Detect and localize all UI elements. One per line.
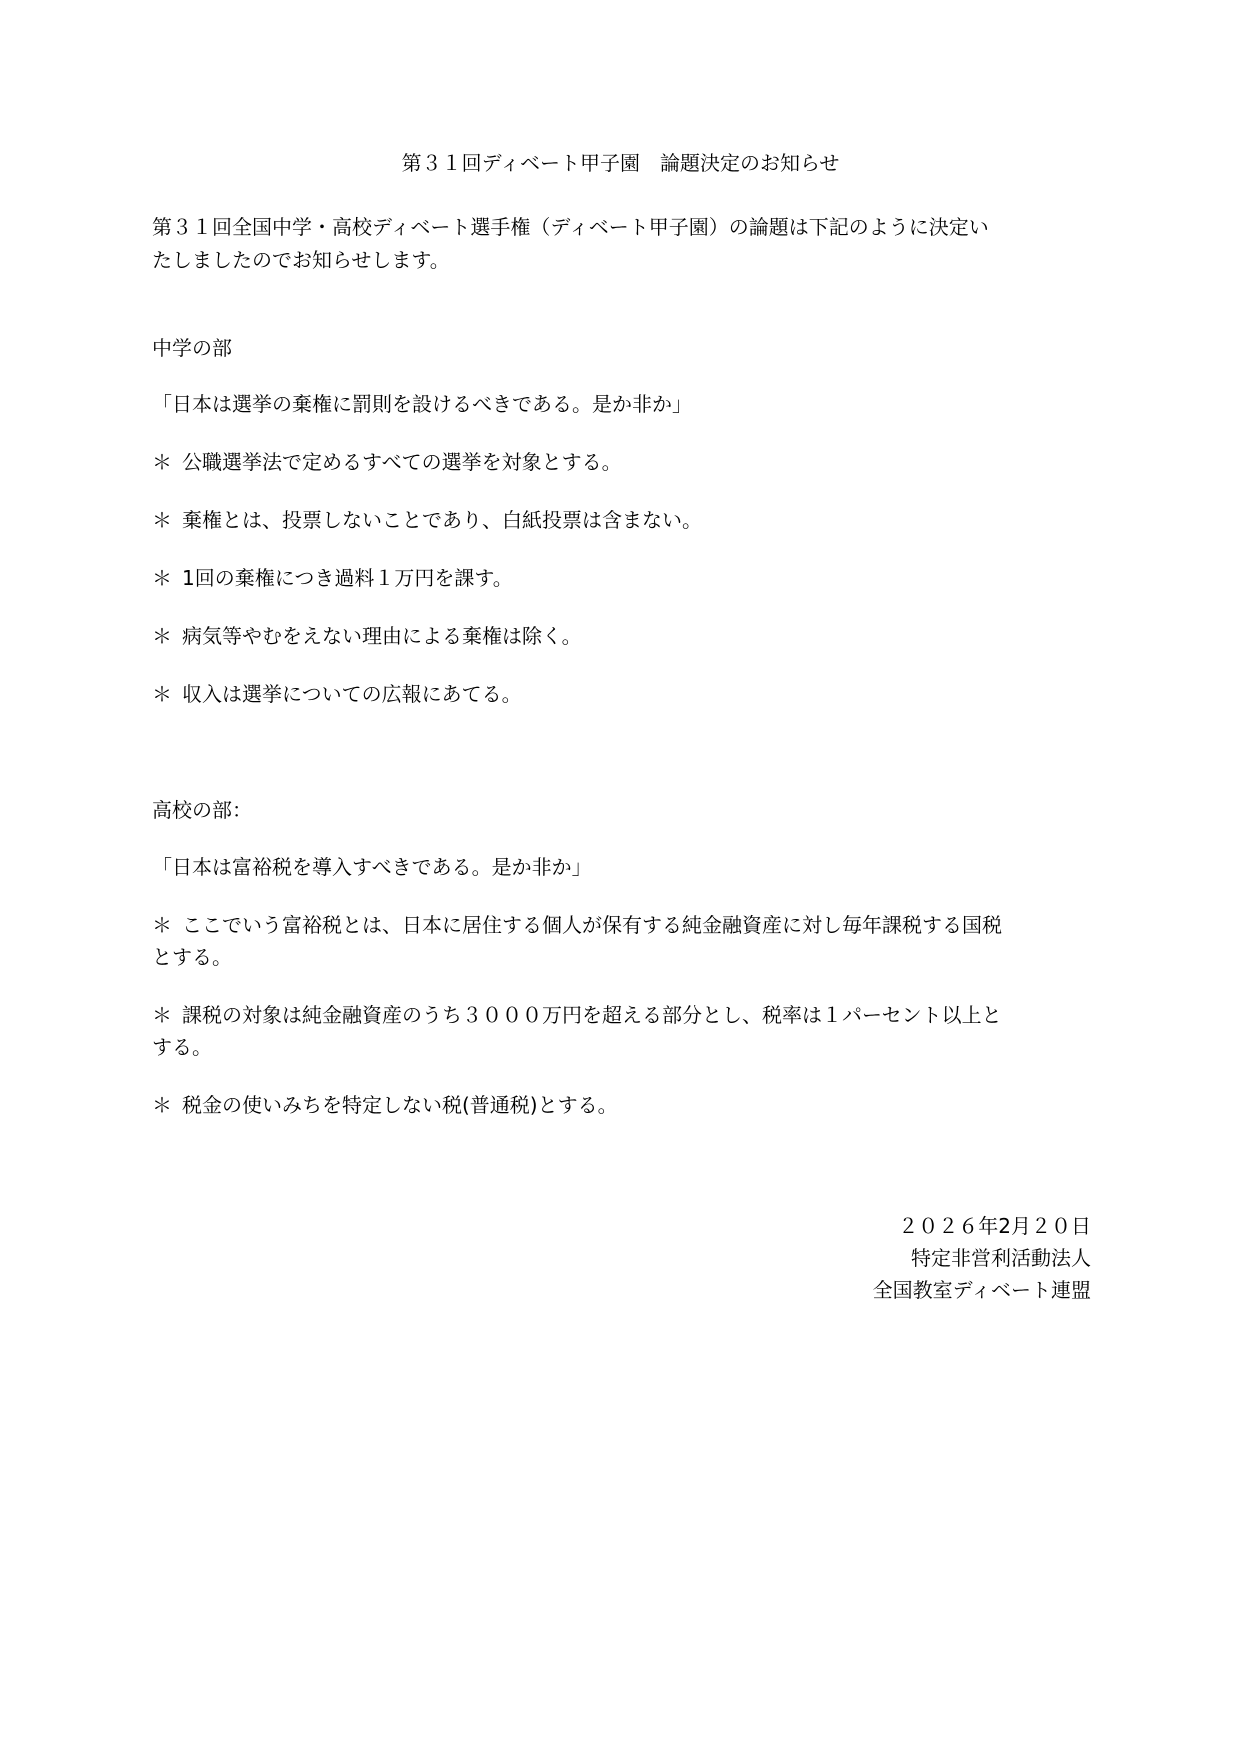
senior-note-continuation: とする。: [152, 945, 232, 969]
senior-note-continuation: する。: [152, 1035, 212, 1059]
senior-heading: 高校の部：: [152, 798, 252, 822]
bullet-mark: ＊: [152, 1003, 172, 1027]
senior-note-line: [152, 910, 1092, 940]
senior-note-text: 課税の対象は純金融資産のうち３０００万円を超える部分とし、税率は１パーセント以上と: [182, 1003, 1002, 1027]
bullet-mark: ＊: [152, 913, 172, 937]
junior-note: [152, 679, 1092, 709]
junior-note-text: 1回の棄権につき過料１万円を課す。: [182, 566, 513, 590]
intro-line-2: たしましたのでお知らせします。: [152, 248, 450, 272]
organization-name: 全国教室ディベート連盟: [872, 1278, 1091, 1302]
junior-note: [152, 621, 1092, 651]
junior-note-text: 収入は選挙についての広報にあてる。: [182, 682, 522, 706]
intro-line-1: 第３１回全国中学・高校ディベート選手権（ディベート甲子園）の論題は下記のように決定い: [152, 215, 989, 239]
bullet-mark: ＊: [152, 450, 172, 474]
senior-note-text: ここでいう富裕税とは、日本に居住する個人が保有する純金融資産に対し毎年課税する国税: [182, 913, 1002, 937]
junior-note-text: 病気等やむをえない理由による棄権は除く。: [182, 624, 582, 648]
junior-heading: 中学の部: [152, 336, 232, 360]
senior-note-line: [152, 1000, 1092, 1030]
junior-note: [152, 447, 1092, 477]
issue-date: ２０２６年2月２０日: [898, 1214, 1091, 1238]
senior-note-text: 税金の使いみちを特定しない税(普通税)とする。: [182, 1093, 618, 1117]
organization-type: 特定非営利活動法人: [911, 1246, 1091, 1270]
junior-note: [152, 563, 1092, 593]
junior-note-text: 棄権とは、投票しないことであり、白紙投票は含まない。: [182, 508, 702, 532]
junior-note: [152, 505, 1092, 535]
junior-resolution: 「日本は選挙の棄権に罰則を設けるべきである。是か非か」: [152, 392, 692, 416]
bullet-mark: ＊: [152, 566, 172, 590]
bullet-mark: ＊: [152, 624, 172, 648]
senior-resolution: 「日本は富裕税を導入すべきである。是か非か」: [152, 855, 592, 879]
bullet-mark: ＊: [152, 508, 172, 532]
bullet-mark: ＊: [152, 1093, 172, 1117]
junior-note-text: 公職選挙法で定めるすべての選挙を対象とする。: [182, 450, 622, 474]
senior-note-line: [152, 1090, 1092, 1120]
page-title: 第３１回ディベート甲子園 論題決定のお知らせ: [401, 151, 840, 175]
bullet-mark: ＊: [152, 682, 172, 706]
